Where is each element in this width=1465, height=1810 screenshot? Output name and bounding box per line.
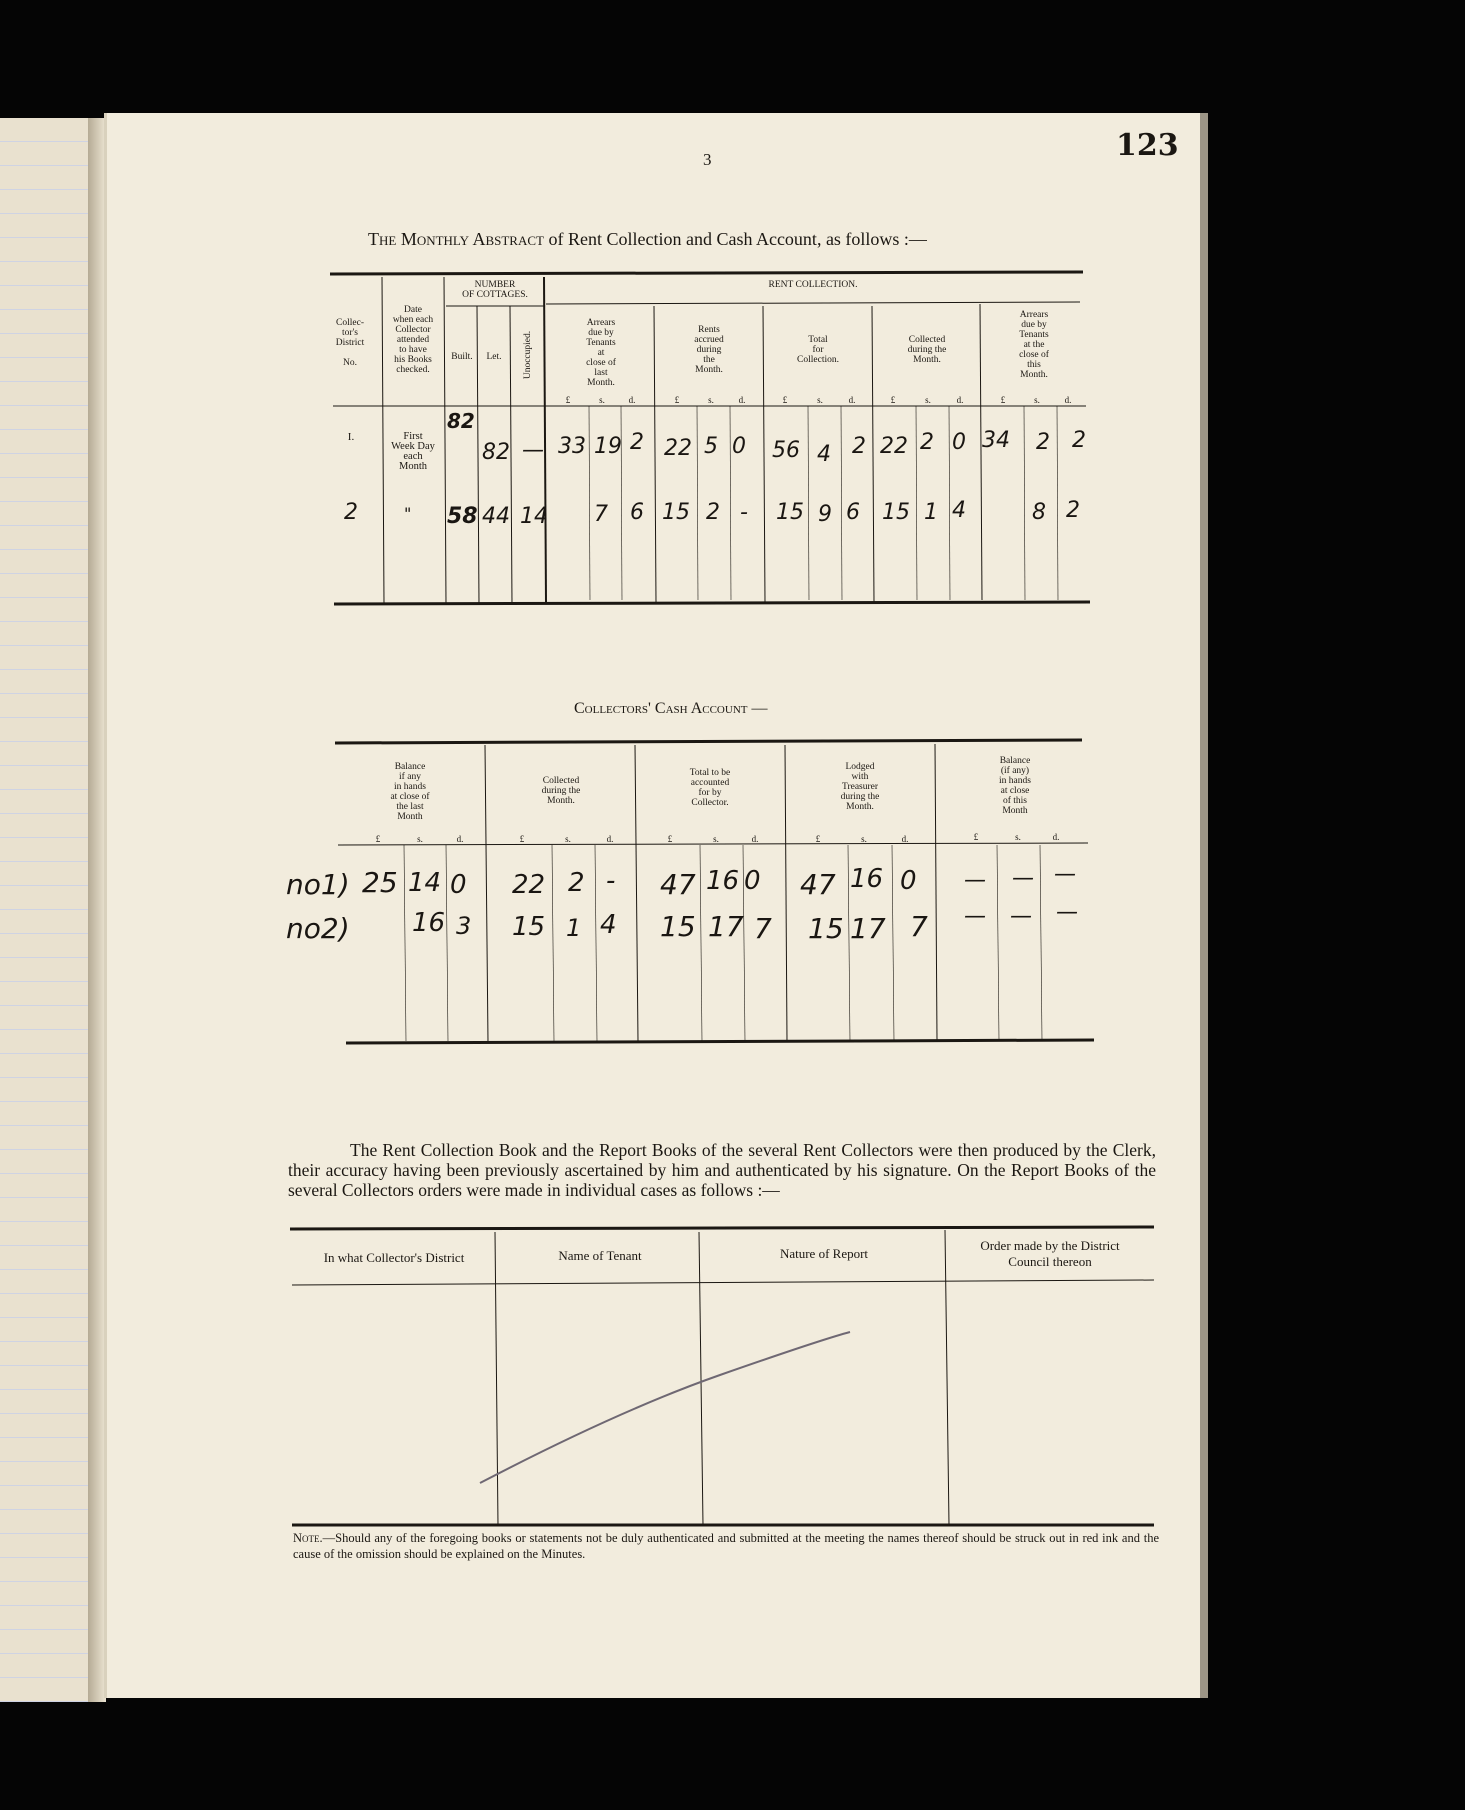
cash-header-total-text: Total to be accounted for by Collector. xyxy=(689,768,731,808)
cash-row1-balance-l: 25 xyxy=(362,866,398,899)
header-unoccupied: Unoccupied. xyxy=(523,330,533,380)
row1-arrears-end-d: 2 xyxy=(1072,428,1086,453)
row2-arrears-end-s: 8 xyxy=(1032,500,1046,525)
cash-row1-collected-s: 2 xyxy=(568,868,585,898)
cash-row2-balance-d: 3 xyxy=(456,912,472,940)
row2-rents-l: 15 xyxy=(662,500,690,525)
row1-rents-d: 0 xyxy=(732,434,746,459)
header-collected xyxy=(882,335,972,365)
cash-row2-collected-d: 4 xyxy=(600,910,617,940)
header-district xyxy=(326,318,374,368)
row1-rents-l: 22 xyxy=(664,436,692,461)
row1-built-note: 82 xyxy=(447,409,475,433)
row1-arrears-l: 33 xyxy=(558,434,586,459)
header-arrears-start xyxy=(556,318,646,388)
footnote xyxy=(293,1530,1159,1562)
header-total-text: Total for Collection. xyxy=(797,335,839,365)
row1-date-text: First Week Day each Month xyxy=(391,431,435,472)
folio-number: 123 xyxy=(1116,128,1179,163)
cash-row1-balance-d: 0 xyxy=(450,870,467,900)
cash-title: Collectors' Cash Account — xyxy=(574,700,768,717)
row2-total-s: 9 xyxy=(818,502,832,527)
header-cottages-text: NUMBER OF COTTAGES. xyxy=(462,280,528,300)
cash-header-balance-end-text: Balance (if any) in hands at close of this Month xyxy=(999,756,1031,816)
row2-date: " xyxy=(404,504,412,523)
reports-header-nature: Nature of Report xyxy=(779,1246,869,1261)
header-let: Let. xyxy=(486,352,502,362)
row1-total-l: 56 xyxy=(772,438,800,463)
cash-row1-total-l: 47 xyxy=(660,868,696,901)
row1-collected-s: 2 xyxy=(920,430,934,455)
cash-header-lodged-text: Lodged with Treasurer during the Month. xyxy=(840,762,880,812)
unit-pence: d. xyxy=(1064,395,1072,405)
header-date-text: Date when each Collector attended to have his Books checked. xyxy=(392,305,434,375)
unit-pounds: £ xyxy=(973,832,979,842)
cash-row1-balance-s: 14 xyxy=(408,868,442,898)
cash-header-collected-text: Collected during the Month. xyxy=(541,776,581,806)
row2-total-d: 6 xyxy=(846,500,860,525)
unit-pounds: £ xyxy=(815,834,821,844)
row1-total-d: 2 xyxy=(852,434,866,459)
header-rents-accrued xyxy=(664,325,754,375)
cash-row2-lodged-s: 17 xyxy=(850,912,886,945)
row2-rents-s: 2 xyxy=(706,500,720,525)
row1-total-s: 4 xyxy=(817,442,831,467)
cash-row2-balance-s: 16 xyxy=(412,908,446,938)
header-cottages xyxy=(446,280,544,300)
unit-pence: d. xyxy=(751,834,759,844)
cash-header-collected xyxy=(516,776,606,806)
header-collected-text: Collected during the Month. xyxy=(907,335,947,365)
row1-date xyxy=(384,432,442,472)
row2-rents-d: - xyxy=(740,500,748,525)
unit-pounds: £ xyxy=(375,834,381,844)
unit-pounds: £ xyxy=(667,834,673,844)
row1-arrears-end-l: 34 xyxy=(982,428,1010,453)
cash-row1-collected-d: - xyxy=(606,866,616,896)
cash-row1-label: no1) xyxy=(286,868,350,901)
cash-row2-collected-l: 15 xyxy=(512,912,546,942)
abstract-title-prefix: The Monthly Abstract xyxy=(368,229,544,249)
cash-row2-total-l: 15 xyxy=(660,910,696,943)
header-total xyxy=(773,335,863,365)
row2-collected-s: 1 xyxy=(924,500,938,525)
unit-shillings: s. xyxy=(1015,832,1021,842)
cash-header-total xyxy=(665,768,755,808)
cash-row2-total-d: 7 xyxy=(754,912,772,945)
cash-header-balance-start-text: Balance if any in hands at close of the last Month xyxy=(390,762,430,822)
header-built: Built. xyxy=(451,352,473,362)
cash-row2-total-s: 17 xyxy=(708,910,744,943)
unit-shillings: s. xyxy=(565,834,571,844)
row2-let: 44 xyxy=(482,504,510,529)
cash-row2-balance-end-d: — xyxy=(1056,900,1078,925)
cash-row2-balance-end-s: — xyxy=(1010,904,1032,929)
row1-arrears-d: 2 xyxy=(630,430,644,455)
unit-shillings: s. xyxy=(861,834,867,844)
header-rent-collection: RENT COLLECTION. xyxy=(768,280,858,290)
cash-header-balance-start xyxy=(380,762,440,822)
unit-pounds: £ xyxy=(674,395,680,405)
unit-pence: d. xyxy=(848,395,856,405)
cash-row1-total-s: 16 xyxy=(706,866,740,896)
cash-row2-balance-end-l: — xyxy=(964,904,986,929)
unit-pence: d. xyxy=(1052,832,1060,842)
unit-shillings: s. xyxy=(599,395,605,405)
cash-row2-lodged-d: 7 xyxy=(910,910,928,943)
unit-pence: d. xyxy=(456,834,464,844)
cash-row2-label: no2) xyxy=(286,912,350,945)
minutes-paragraph-text: The Rent Collection Book and the Report Books of the several Rent Collectors were then produced by the Clerk, their accuracy having been previously ascertained by him and authenticated by his signature. On the Report Books of the several Collectors orders were made in individual cases as follows :— xyxy=(288,1140,1156,1200)
unit-pence: d. xyxy=(901,834,909,844)
footnote-text: —Should any of the foregoing books or statements not be duly authenticated and submitted at the meeting the names thereof should be struck out in red ink and the cause of the omission should be explained on the Minutes. xyxy=(293,1531,1159,1561)
unit-shillings: s. xyxy=(925,395,931,405)
header-date xyxy=(384,305,442,375)
header-rents-accrued-text: Rents accrued during the Month. xyxy=(694,325,724,375)
row2-collected-d: 4 xyxy=(952,498,966,523)
header-district-text: Collec- tor's District No. xyxy=(335,318,365,368)
unit-pounds: £ xyxy=(519,834,525,844)
cash-row1-collected-l: 22 xyxy=(512,870,546,900)
unit-shillings: s. xyxy=(817,395,823,405)
unit-shillings: s. xyxy=(713,834,719,844)
row1-let: 82 xyxy=(482,440,510,465)
unit-pounds: £ xyxy=(782,395,788,405)
cash-row2-lodged-l: 15 xyxy=(808,912,844,945)
header-arrears-end-text: Arrears due by Tenants at the close of this Month. xyxy=(1019,310,1049,380)
cash-row1-lodged-d: 0 xyxy=(900,866,917,896)
header-arrears-end xyxy=(988,310,1080,380)
row2-built: 58 xyxy=(447,504,478,529)
unit-shillings: s. xyxy=(1034,395,1040,405)
row2-district: 2 xyxy=(344,500,358,525)
reports-header-district: In what Collector's District xyxy=(323,1250,465,1265)
cash-row1-lodged-s: 16 xyxy=(850,864,884,894)
row1-district: I. xyxy=(347,431,355,443)
row2-arrears-end-d: 2 xyxy=(1066,498,1080,523)
cash-row1-balance-end-s: — xyxy=(1012,866,1034,891)
footnote-label: Note. xyxy=(293,1531,323,1545)
unit-pounds: £ xyxy=(565,395,571,405)
cash-row1-lodged-l: 47 xyxy=(800,868,836,901)
row1-arrears-s: 19 xyxy=(594,434,622,459)
row2-total-l: 15 xyxy=(776,500,804,525)
page-number: 3 xyxy=(703,150,712,169)
unit-shillings: s. xyxy=(417,834,423,844)
minutes-paragraph xyxy=(288,1140,1156,1200)
row1-collected-l: 22 xyxy=(880,434,908,459)
unit-pence: d. xyxy=(628,395,636,405)
reports-header-order: Order made by the District Council thereon xyxy=(980,1238,1120,1269)
cash-row1-total-d: 0 xyxy=(744,866,761,896)
row2-unoccupied: 14 xyxy=(520,504,548,529)
cash-row1-balance-end-d: — xyxy=(1054,862,1076,887)
unit-pounds: £ xyxy=(890,395,896,405)
row1-unoccupied: — xyxy=(522,438,544,463)
cash-row2-collected-s: 1 xyxy=(566,914,582,942)
cash-row1-balance-end-l: — xyxy=(964,868,986,893)
reports-header-tenant: Name of Tenant xyxy=(558,1248,642,1263)
abstract-title-rest: of Rent Collection and Cash Account, as follows :— xyxy=(548,229,927,249)
cash-header-lodged xyxy=(815,762,905,812)
row1-arrears-end-s: 2 xyxy=(1036,430,1050,455)
row2-arrears-s: 7 xyxy=(594,502,608,527)
cash-header-balance-end xyxy=(970,756,1060,816)
row1-rents-s: 5 xyxy=(704,434,718,459)
unit-pence: d. xyxy=(606,834,614,844)
row2-arrears-d: 6 xyxy=(630,500,644,525)
row1-collected-d: 0 xyxy=(952,430,966,455)
unit-shillings: s. xyxy=(708,395,714,405)
unit-pounds: £ xyxy=(1000,395,1006,405)
row2-collected-l: 15 xyxy=(882,500,910,525)
unit-pence: d. xyxy=(956,395,964,405)
header-arrears-start-text: Arrears due by Tenants at close of last Month. xyxy=(586,318,616,388)
unit-pence: d. xyxy=(738,395,746,405)
